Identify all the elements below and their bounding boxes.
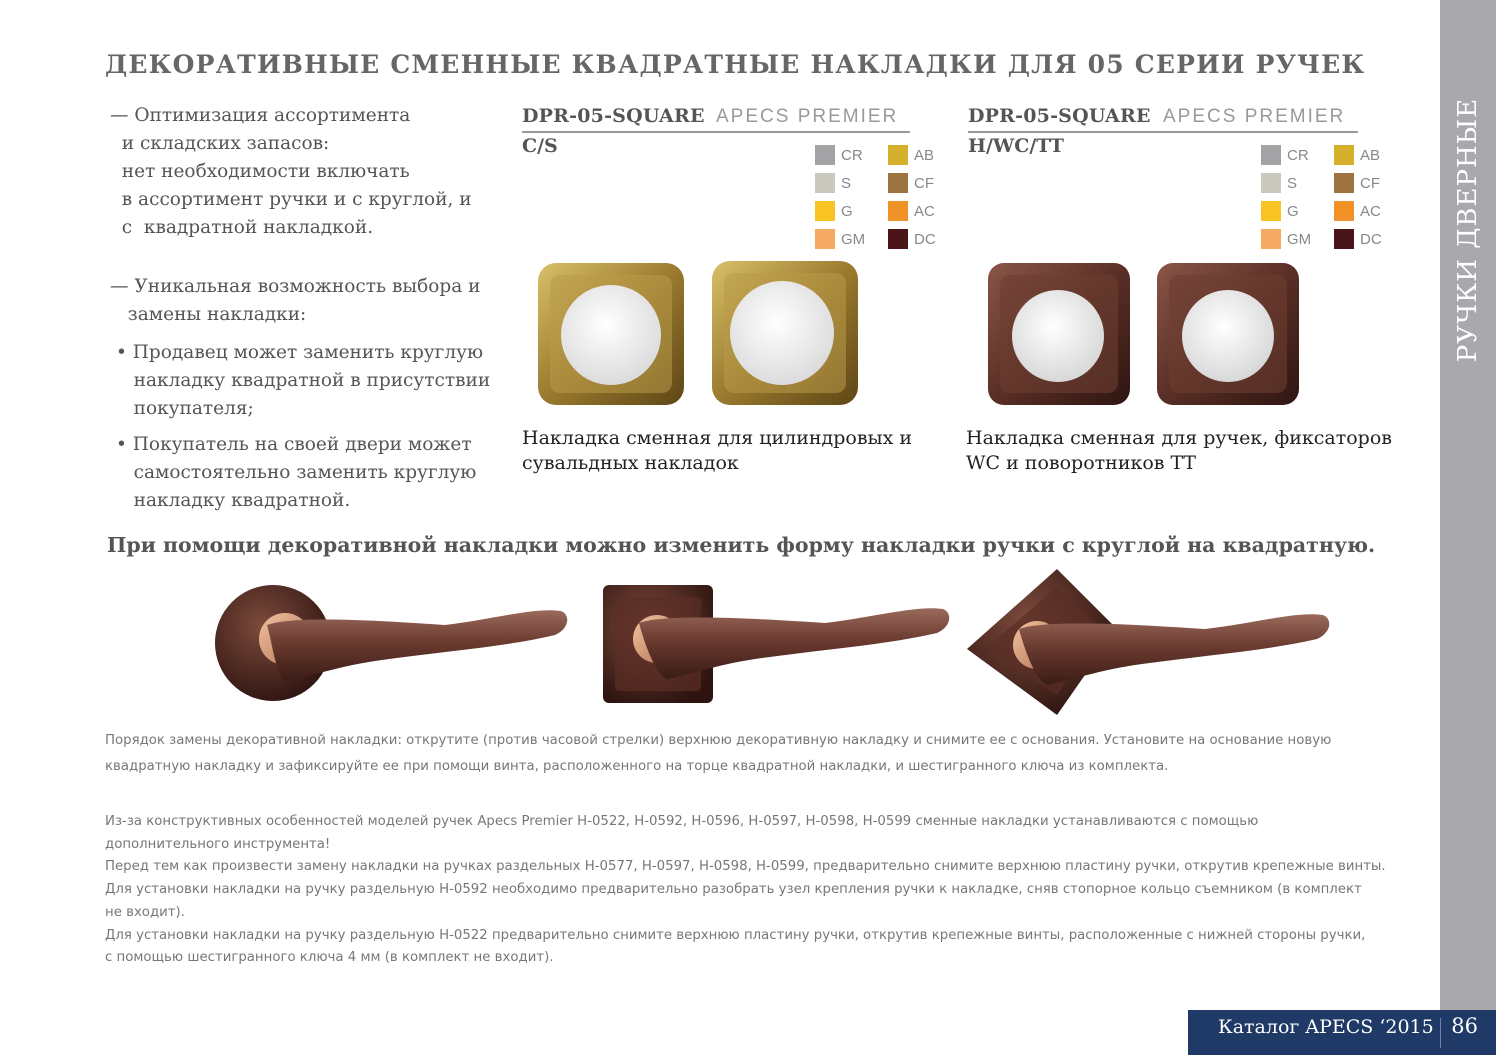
intro-point-1 [110,102,472,242]
handle-diamond-rose [967,569,1329,715]
product-subtitle: H/WC/TT [968,135,1064,157]
note-line: Для установки накладки на ручку раздельную H-0592 необходимо предварительно разобрать узел крепления ручки к накладке, сняв стопорное кольцо съемником (в комплект [105,882,1362,898]
swatch-label: AC [1360,202,1381,220]
instruction-line: Порядок замены декоративной накладки: открутите (против часовой стрелки) верхнюю декоративную накладку и снимите ее с основания. Установите на основание новую [105,733,1332,748]
intro-subpoint-1 [116,339,490,423]
sidebar-tab [1440,0,1496,1010]
footer-bar [1188,1010,1496,1055]
product-brand: APECS PREMIER [1163,106,1346,127]
swatch-ab [1334,145,1380,165]
intro-line: накладку квадратной в присутствии [116,370,491,391]
escutcheon-2 [1157,263,1299,405]
escutcheon-2 [712,261,858,405]
escutcheon-1 [538,263,684,405]
divider [968,131,1358,133]
intro-line: нет необходимости включать [110,161,410,182]
swatch-label: CR [841,146,863,164]
swatch-label: CR [1287,146,1309,164]
handle-square-rose [603,585,949,703]
note-line: не входит). [105,904,185,920]
swatch-cr [815,145,863,165]
product-subtitle: C/S [522,135,558,157]
page-number: 86 [1451,1014,1478,1038]
swatch-gm [815,229,865,249]
swatch-color [1261,145,1281,165]
swatch-color [1334,145,1354,165]
swatch-color [888,201,908,221]
door-handles-image [205,563,1345,723]
swatch-cf [888,173,934,193]
swatch-color [1334,201,1354,221]
swatch-color [815,173,835,193]
swatch-color [888,145,908,165]
intro-line: накладку квадратной. [116,490,351,511]
swatch-ac [1334,201,1381,221]
swatch-label: AC [914,202,935,220]
swatch-label: AB [1360,146,1381,164]
swatch-label: G [1287,202,1299,220]
swatch-g [815,201,853,221]
note-line: с помощью шестигранного ключа 4 мм (в комплект не входит). [105,950,554,966]
replacement-instructions [105,733,1331,774]
escutcheon-bronze-image [530,258,870,418]
swatch-color [1334,229,1354,249]
intro-line: и складских запасов: [110,133,330,154]
intro-line: в ассортимент ручки и с круглой, и [110,189,472,210]
finish-swatches-hwctt [1261,145,1401,255]
caption-line: WC и поворотников ТТ [966,452,1196,474]
swatch-label: S [1287,174,1298,192]
swatch-label: DC [914,230,936,248]
caption-line: сувальдных накладок [522,452,739,474]
intro-point-2 [110,273,480,329]
swatch-color [1261,201,1281,221]
swatch-label: GM [841,230,866,248]
swatch-color [1261,229,1281,249]
swatch-label: CF [1360,174,1380,192]
swatch-color [888,173,908,193]
instruction-line: квадратную накладку и зафиксируйте ее при помощи винта, расположенного на торце квадратной накладки, и шестигранного ключа из комплекта. [105,759,1169,774]
swatch-s [1261,173,1297,193]
swatch-label: DC [1360,230,1382,248]
intro-line: самостоятельно заменить круглую [116,462,477,483]
caption-hwctt [966,426,1392,476]
swatch-color [1261,173,1281,193]
intro-subpoint-2 [116,431,476,515]
product-code: DPR-05-SQUARE [968,105,1151,127]
swatch-ac [888,201,935,221]
sidebar-label: РУЧКИ ДВЕРНЫЕ [1453,97,1483,363]
swatch-label: CF [914,174,934,192]
model-notes [105,811,1386,970]
product-brand: APECS PREMIER [716,106,899,127]
product-code: DPR-05-SQUARE [522,105,705,127]
intro-line: — Уникальная возможность выбора и [110,276,481,297]
swatch-label: GM [1287,230,1312,248]
swatch-dc [1334,229,1382,249]
note-line: Для установки накладки на ручку раздельную H-0522 предварительно снимите верхнюю пластину ручки, открутив крепежные винты, расположенные с нижней стороны ручки, [105,927,1366,943]
escutcheon-1 [988,263,1130,405]
swatch-color [1334,173,1354,193]
swatch-color [815,201,835,221]
note-line: Перед тем как произвести замену накладки на ручках раздельных H-0577, H-0597, H-0598, H-0599, предварительно снимите верхнюю пластину ручки, открутив крепежные винты. [105,859,1386,875]
intro-line: • Покупатель на своей двери может [116,434,472,455]
swatch-label: S [841,174,852,192]
intro-line: — Оптимизация ассортимента [110,105,411,126]
escutcheon-coffee-image [982,258,1312,418]
swatch-color [815,145,835,165]
footer-divider [1440,1018,1441,1048]
swatch-ab [888,145,934,165]
intro-line: покупателя; [116,398,254,419]
page-title: ДЕКОРАТИВНЫЕ СМЕННЫЕ КВАДРАТНЫЕ НАКЛАДКИ ДЛЯ 05 СЕРИИ РУЧЕК [105,50,1366,79]
swatch-gm [1261,229,1311,249]
swatch-cr [1261,145,1309,165]
note-line: Из-за конструктивных особенностей моделей ручек Apecs Premier H-0522, H-0592, H-0596, H-0597, H-0598, H-0599 сменные накладки устанавливаются с помощью [105,814,1259,829]
swatch-dc [888,229,936,249]
intro-line: замены накладки: [110,304,307,325]
swatch-color [815,229,835,249]
divider [522,131,910,133]
swatch-label: AB [914,146,935,164]
handle-round-rose [215,585,567,701]
note-line: дополнительного инструмента! [105,836,331,852]
headline: При помощи декоративной накладки можно изменить форму накладки ручки с круглой на квадратную. [107,533,1376,557]
finish-swatches-cs [815,145,955,255]
swatch-cf [1334,173,1380,193]
swatch-s [815,173,851,193]
catalog-label: Каталог APECS ‘2015 [1218,1016,1434,1038]
swatch-color [888,229,908,249]
caption-cs [522,426,912,476]
caption-line: Накладка сменная для ручек, фиксаторов [966,427,1392,449]
swatch-g [1261,201,1299,221]
caption-line: Накладка сменная для цилиндровых и [522,427,913,449]
intro-line: с квадратной накладкой. [110,217,374,238]
intro-line: • Продавец может заменить круглую [116,342,484,363]
swatch-label: G [841,202,853,220]
